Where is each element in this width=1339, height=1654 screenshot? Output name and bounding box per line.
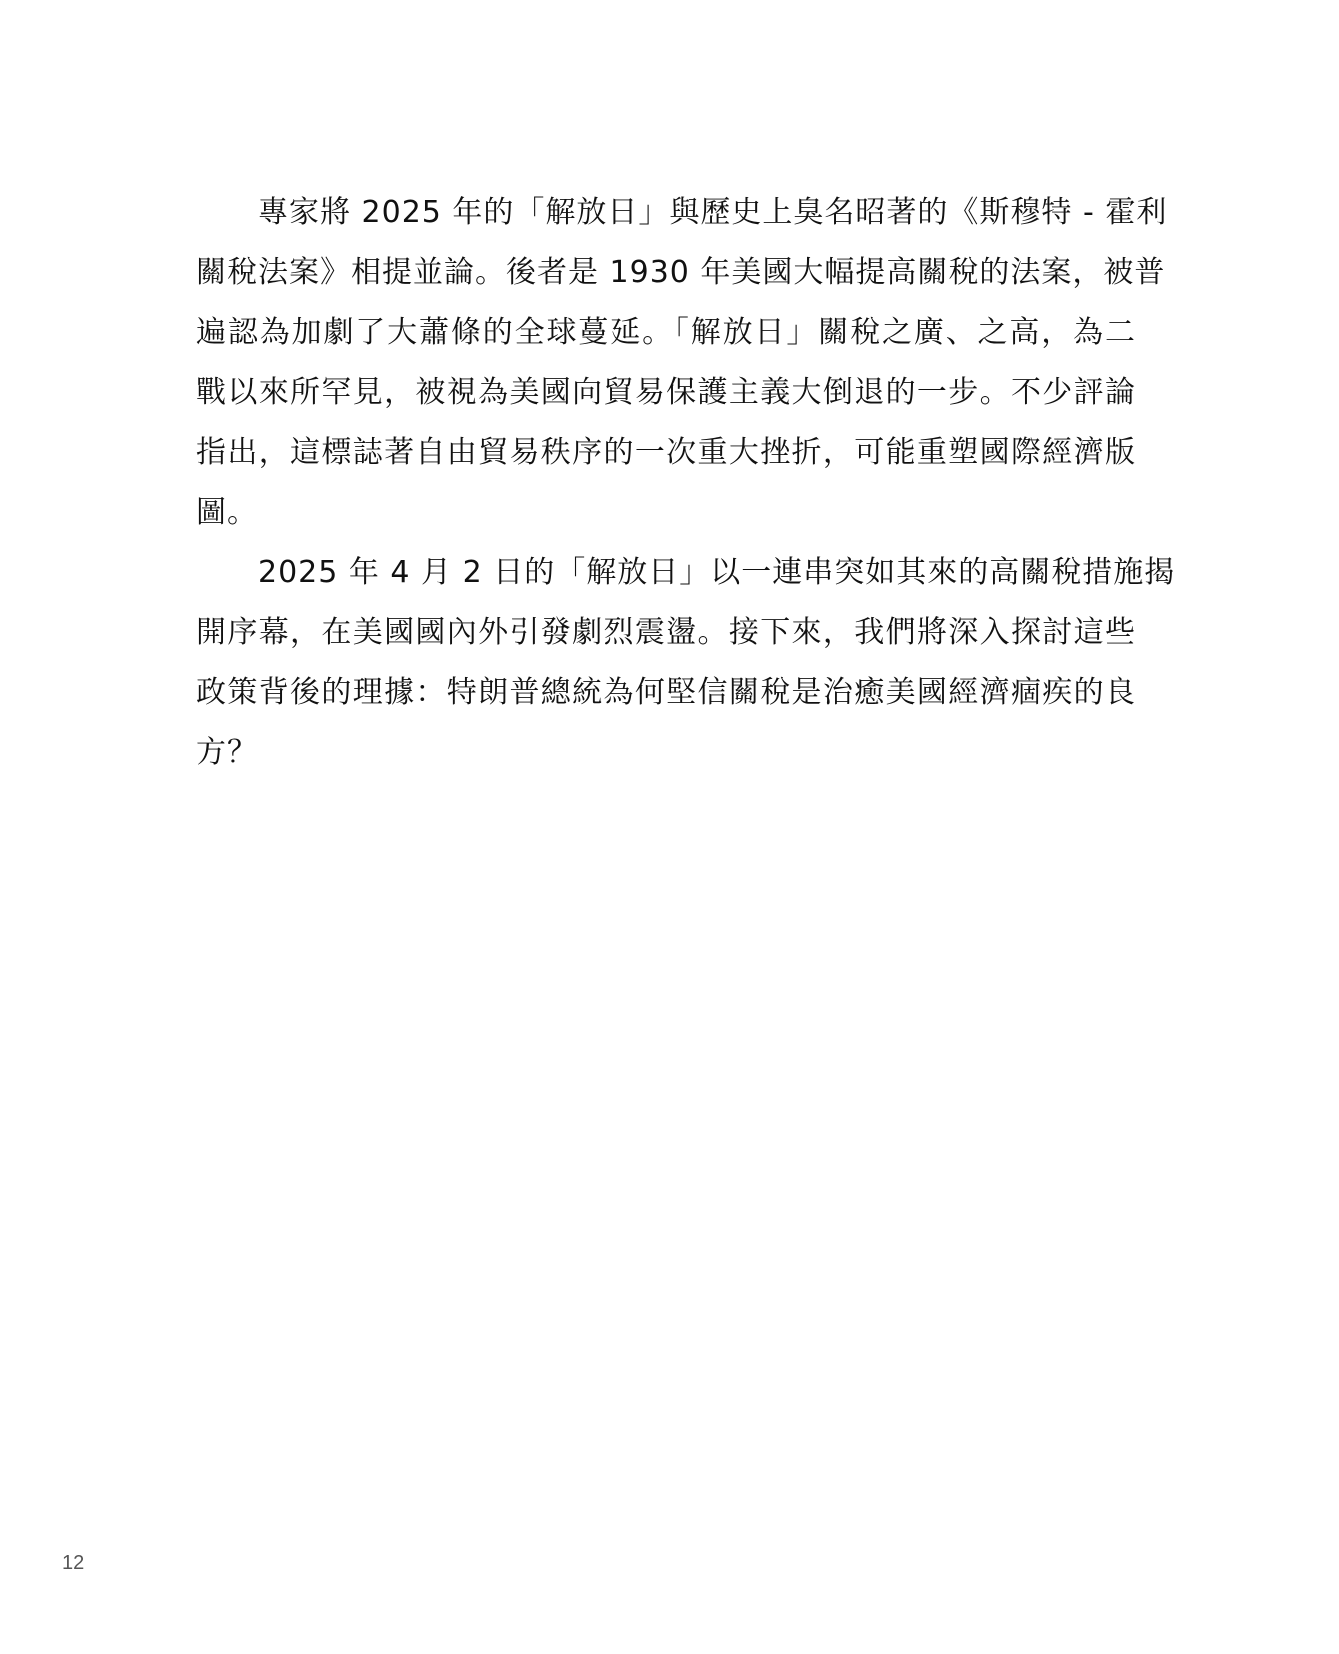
paragraph-line: 遍認為加劇了大蕭條的全球蔓延。「解放日」關稅之廣、之高，為二	[196, 315, 1136, 350]
paragraph-line: 戰以來所罕見，被視為美國向貿易保護主義大倒退的一步。不少評論	[196, 375, 1136, 410]
paragraph-2	[196, 543, 1176, 783]
paragraph-line: 圖。	[196, 495, 258, 530]
page-number: 12	[62, 1552, 85, 1574]
paragraph-line: 方？	[196, 735, 258, 770]
paragraph-line: 政策背後的理據：特朗普總統為何堅信關稅是治癒美國經濟痼疾的良	[196, 675, 1136, 710]
paragraph-line: 2025 年 4 月 2 日的「解放日」以一連串突如其來的高關稅措施揭	[258, 555, 1176, 590]
paragraph-line: 開序幕，在美國國內外引發劇烈震盪。接下來，我們將深入探討這些	[196, 615, 1136, 650]
paragraph-line: 指出，這標誌著自由貿易秩序的一次重大挫折，可能重塑國際經濟版	[196, 435, 1136, 470]
paragraph-line: 關稅法案》相提並論。後者是 1930 年美國大幅提高關稅的法案，被普	[196, 255, 1166, 290]
paragraph-line: 專家將 2025 年的「解放日」與歷史上臭名昭著的《斯穆特 - 霍利	[258, 195, 1168, 230]
body-text	[196, 183, 1176, 783]
paragraph-1	[196, 183, 1168, 543]
